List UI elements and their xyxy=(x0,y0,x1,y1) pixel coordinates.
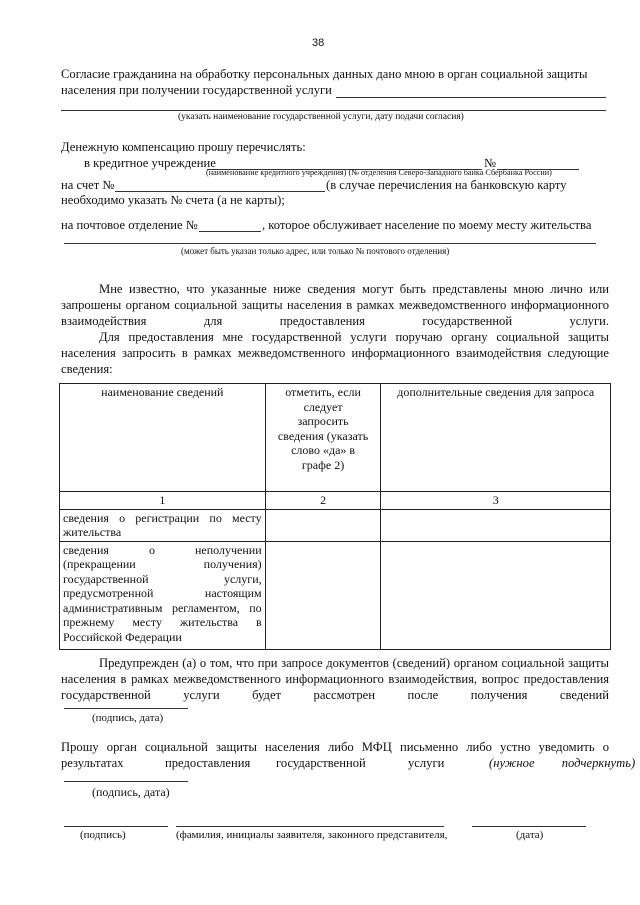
table-col-number: 1 xyxy=(60,492,266,510)
footer-name-line xyxy=(176,826,444,827)
consent-fill-line xyxy=(336,97,606,98)
credit-num-sign: № xyxy=(484,156,497,170)
account-label: на счет № xyxy=(61,178,115,192)
info-paragraph-1: Мне известно, что указанные ниже сведения могут быть представлены мною лично или запрошены органом социальной защиты населения в рамках межведомственного информационного взаимодействия для предоставления государственной услуги. xyxy=(61,282,609,328)
info-paragraph-2: Для предоставления мне государственной услуги поручаю органу социальной защиты населения запросить в рамках межведомственного информационного взаимодействия следующие сведения: xyxy=(61,330,609,376)
footer-sign-hint: (подпись) xyxy=(80,829,126,841)
consent-fill-line-2 xyxy=(61,110,606,111)
notify-line-1: Прошу орган социальной защиты населения либо МФЦ письменно либо устно уведомить о xyxy=(61,740,609,754)
notify-provision: предоставления xyxy=(165,756,251,770)
table-col-number: 2 xyxy=(265,492,381,510)
table-cell-extra[interactable] xyxy=(381,541,611,649)
credit-hint: (наименование кредитного учреждения) (№ отделения Северо-Западного банка Сбербанка России) xyxy=(206,168,552,177)
account-note-2: необходимо указать № счета (а не карты); xyxy=(61,193,285,207)
notify-state: государственной xyxy=(276,756,366,770)
table-row xyxy=(60,509,611,541)
warning-paragraph: Предупрежден (а) о том, что при запросе документов (сведений) органом социальной защиты населения в рамках межведомственного информационного взаимодействия, вопрос предоставления государственной услуги будет рассмотрен после получения сведений xyxy=(61,656,609,702)
table-header-extra: дополнительные сведения для запроса xyxy=(381,384,611,492)
footer-date-hint: (дата) xyxy=(516,829,544,841)
footer-date-line xyxy=(472,826,586,827)
table-number-row xyxy=(60,492,611,510)
notify-service: услуги xyxy=(408,756,445,770)
notify-sign-hint: (подпись, дата) xyxy=(92,785,170,799)
post-tail: , которое обслуживает население по моему месту жительства xyxy=(262,218,592,232)
post-address-line xyxy=(64,243,596,244)
table-cell-mark[interactable] xyxy=(265,509,381,541)
table-cell-name: сведения о регистрации по месту жительства xyxy=(60,509,266,541)
post-hint: (может быть указан только адрес, или только № почтового отделения) xyxy=(181,246,450,256)
table-row xyxy=(60,541,611,649)
warning-sign-line xyxy=(64,708,188,709)
warning-sign-hint: (подпись, дата) xyxy=(92,712,164,724)
table-cell-name: сведения о неполучении (прекращении получения) государственной услуги, предусмотренной настоящим административным регламентом, по прежнему месту жительства в Российской Федерации xyxy=(60,541,266,649)
requested-info-table xyxy=(59,383,611,650)
post-label: на почтовое отделение № xyxy=(61,218,198,232)
table-cell-mark[interactable] xyxy=(265,541,381,649)
table-col-number: 3 xyxy=(381,492,611,510)
table-header-name: наименование сведений xyxy=(60,384,266,492)
page-number: 38 xyxy=(312,37,325,49)
consent-line-1: Согласие гражданина на обработку персональных данных дано мною в орган социальной защиты xyxy=(61,67,588,81)
credit-label: в кредитное учреждение xyxy=(84,156,216,170)
consent-line-2: населения при получении государственной услуги xyxy=(61,83,332,97)
table-header-row xyxy=(60,384,611,492)
notify-underline-hint: (нужное подчеркнуть) xyxy=(489,756,636,770)
notify-sign-line xyxy=(64,781,188,782)
account-fill-line xyxy=(115,191,325,192)
notify-results: результатах xyxy=(61,756,124,770)
compensation-title: Денежную компенсацию прошу перечислять: xyxy=(61,140,306,154)
post-fill-line xyxy=(199,231,261,232)
footer-sign-line xyxy=(64,826,168,827)
table-header-mark: отметить, если следует запросить сведения (указать слово «да» в графе 2) xyxy=(265,384,381,492)
consent-hint: (указать наименование государственной услуги, дату подачи согласия) xyxy=(178,112,464,122)
table-cell-extra[interactable] xyxy=(381,509,611,541)
footer-name-hint: (фамилия, инициалы заявителя, законного представителя, xyxy=(176,829,448,841)
account-note: (в случае перечисления на банковскую карту xyxy=(326,178,567,192)
